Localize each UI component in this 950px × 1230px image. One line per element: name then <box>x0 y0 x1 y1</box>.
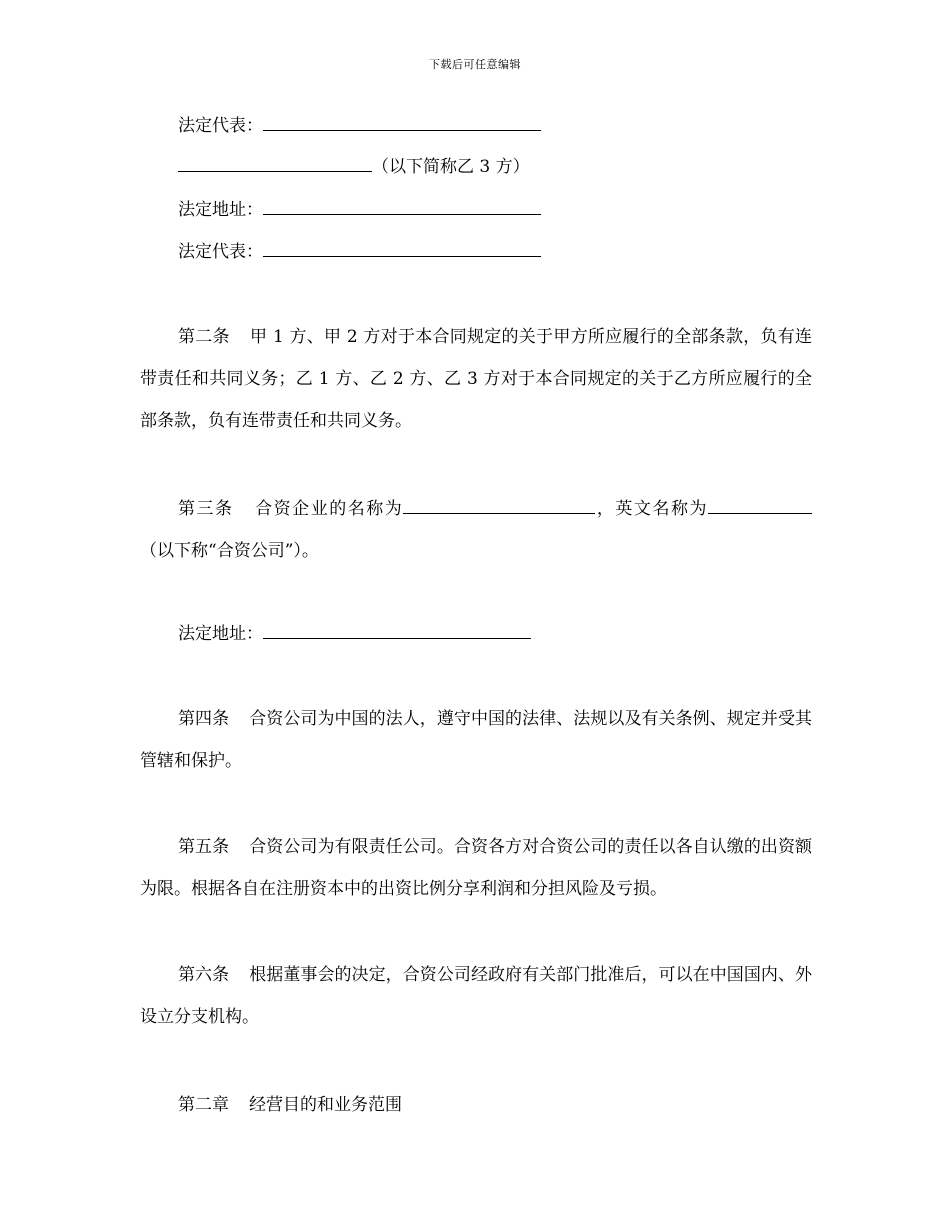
legal-representative-blank[interactable] <box>263 240 541 257</box>
article-heading: 第四条 <box>178 709 230 729</box>
jv-legal-address-label: 法定地址： <box>178 624 263 644</box>
chapter-title: 经营目的和业务范围 <box>249 1095 402 1115</box>
article-body-mid: ，英文名称为 <box>595 499 709 519</box>
party-b3-name-line <box>178 155 530 179</box>
article-heading: 第二条 <box>178 327 230 347</box>
jv-name-blank[interactable] <box>403 497 595 514</box>
page-header: 下载后可任意编辑 <box>429 58 521 71</box>
article-body: 合资公司为有限责任公司。合资各方对合资公司的责任以各自认缴的出资额为限。根据各自在注册资本中的出资比例分享利润和分担风险及亏损。 <box>140 837 813 899</box>
jv-legal-address-blank[interactable] <box>263 622 531 639</box>
party-b3-name-blank[interactable] <box>178 155 372 172</box>
article-4 <box>140 698 812 782</box>
legal-representative-blank[interactable] <box>263 114 541 131</box>
chapter-2-heading <box>178 1093 402 1117</box>
legal-address-label: 法定地址： <box>178 200 263 220</box>
legal-representative-line-1 <box>178 114 541 138</box>
article-6 <box>140 954 812 1038</box>
legal-representative-label: 法定代表： <box>178 116 263 136</box>
article-heading: 第三条 <box>178 499 234 519</box>
legal-representative-line-2 <box>178 240 541 264</box>
legal-representative-label: 法定代表： <box>178 242 263 262</box>
jv-english-name-blank[interactable] <box>708 497 812 514</box>
article-body-start: 合资企业的名称为 <box>253 499 404 519</box>
article-5 <box>140 826 812 910</box>
legal-address-line <box>178 198 541 222</box>
chapter-number: 第二章 <box>178 1095 229 1115</box>
article-body: 根据董事会的决定，合资公司经政府有关部门批准后，可以在中国国内、外设立分支机构。 <box>140 965 813 1027</box>
article-body-end: （以下称“合资公司”）。 <box>140 541 319 561</box>
article-2 <box>140 316 812 442</box>
jv-legal-address-line <box>178 622 531 646</box>
party-b3-suffix: （以下简称乙 3 方） <box>372 157 530 177</box>
article-body: 合资公司为中国的法人，遵守中国的法律、法规以及有关条例、规定并受其管辖和保护。 <box>140 709 813 771</box>
article-body: 甲 1 方、甲 2 方对于本合同规定的关于甲方所应履行的全部条款，负有连带责任和共同义务；乙 1 方、乙 2 方、乙 3 方对于本合同规定的关于乙方所应履行的全部条款，负有连带责任和共同义务。 <box>140 327 813 431</box>
article-3 <box>140 488 812 572</box>
article-heading: 第六条 <box>178 965 230 985</box>
article-heading: 第五条 <box>178 837 230 857</box>
legal-address-blank[interactable] <box>263 198 541 215</box>
